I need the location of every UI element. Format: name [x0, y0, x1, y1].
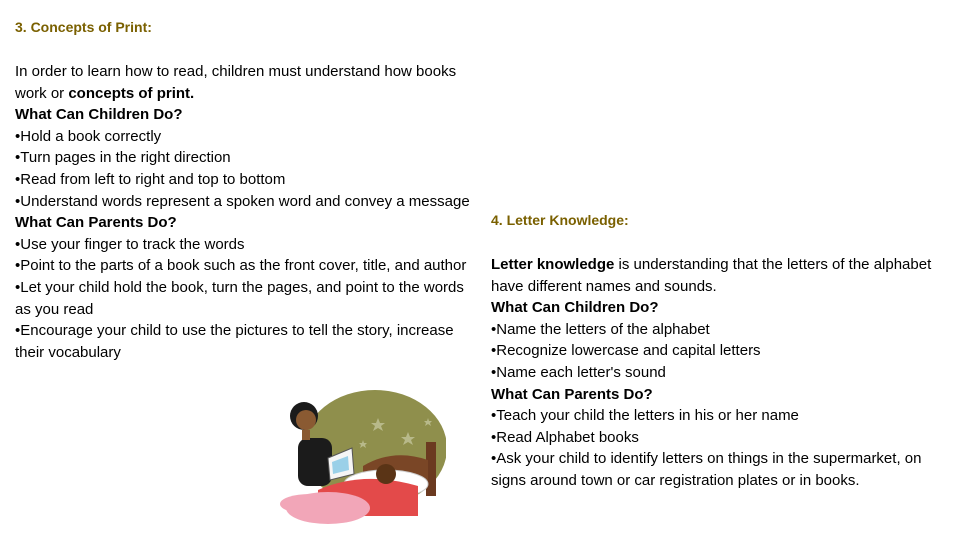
- children-heading: What Can Children Do?: [15, 106, 183, 124]
- list-item: •Ask your child to identify letters on things in the supermarket, on signs around town or car registration plates or in books.: [491, 450, 922, 489]
- parents-heading: What Can Parents Do?: [491, 385, 653, 403]
- parent-face: [296, 410, 316, 430]
- section-4-title: 4. Letter Knowledge:: [491, 212, 629, 228]
- section-3-title: 3. Concepts of Print:: [15, 19, 152, 35]
- list-item: •Point to the parts of a book such as the front cover, title, and author: [15, 257, 467, 275]
- list-item: •Name the letters of the alphabet: [491, 320, 710, 338]
- list-item: •Name each letter's sound: [491, 363, 666, 381]
- parent-neck: [302, 430, 310, 440]
- parent-reading-to-child-illustration: [268, 388, 446, 530]
- list-item: •Read Alphabet books: [491, 428, 639, 446]
- section-3-body: [15, 61, 477, 363]
- section-4-body: [491, 254, 957, 492]
- parents-heading: What Can Parents Do?: [15, 214, 177, 232]
- list-item: •Let your child hold the book, turn the pages, and point to the words as you read: [15, 278, 464, 318]
- section-3-intro: In order to learn how to read, children must understand how books work or concepts of print.: [15, 63, 457, 102]
- section-4-intro: Letter knowledge is understanding that the letters of the alphabet have different names and sounds.: [491, 256, 932, 295]
- list-item: •Teach your child the letters in his or her name: [491, 407, 799, 425]
- child-head: [376, 464, 396, 484]
- parent-lap: [280, 494, 340, 514]
- children-heading: What Can Children Do?: [491, 299, 659, 317]
- list-item: •Turn pages in the right direction: [15, 149, 231, 167]
- list-item: •Understand words represent a spoken word and convey a message: [15, 192, 470, 210]
- list-item: •Recognize lowercase and capital letters: [491, 342, 761, 360]
- list-item: •Read from left to right and top to bottom: [15, 170, 286, 188]
- list-item: •Use your finger to track the words: [15, 235, 245, 253]
- list-item: •Hold a book correctly: [15, 127, 162, 145]
- list-item: •Encourage your child to use the pictures to tell the story, increase their vocabulary: [15, 322, 454, 361]
- parent-body: [298, 438, 332, 486]
